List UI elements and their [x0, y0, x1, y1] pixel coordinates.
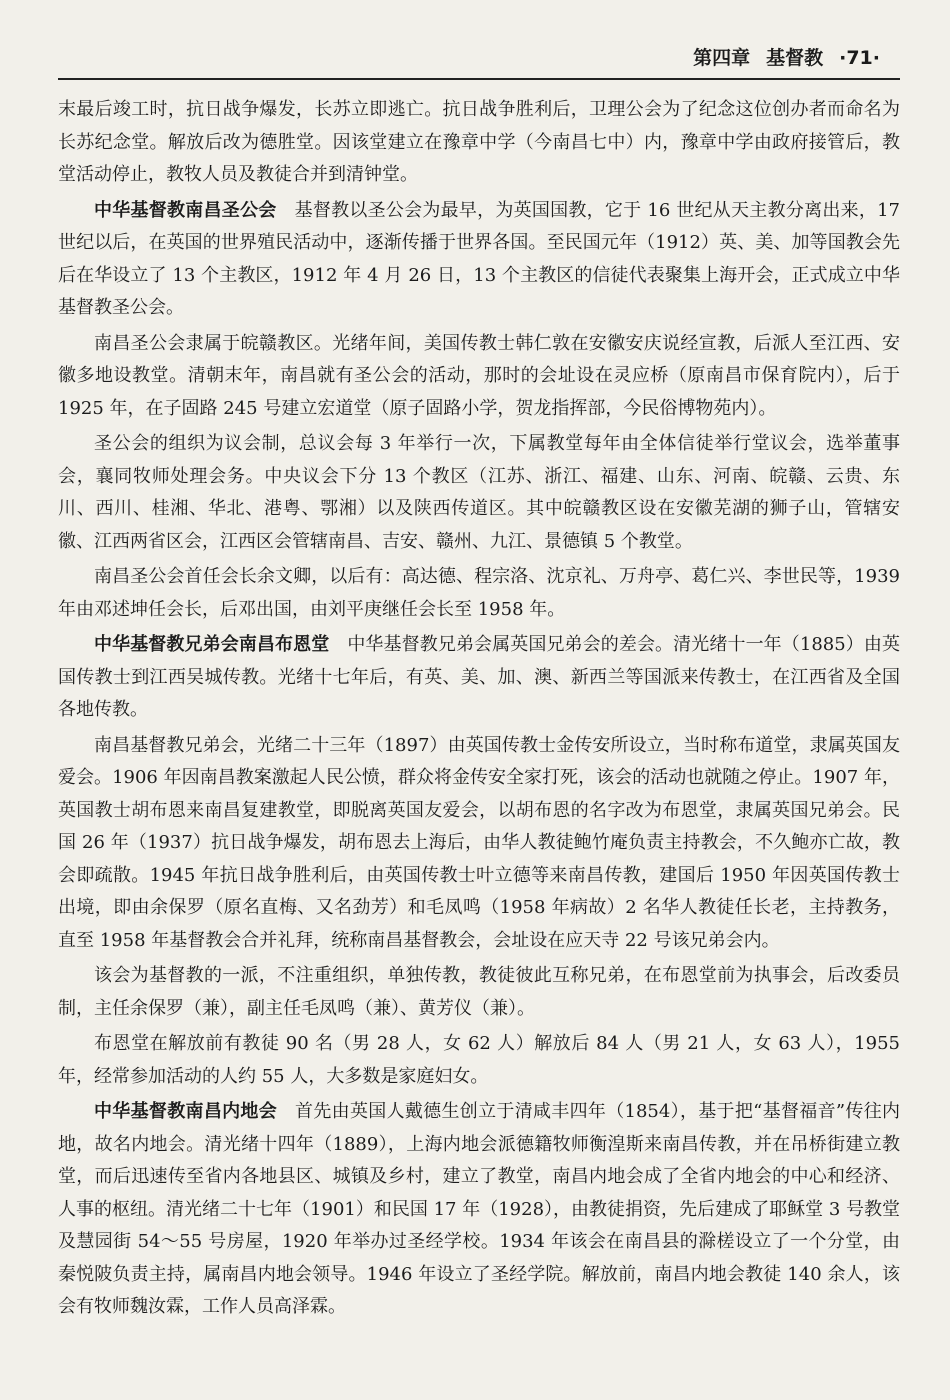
paragraph-text: 南昌圣公会隶属于皖赣教区。光绪年间，美国传教士韩仁敦在安徽安庆说经宣教，后派人至江西、安徽多地设教堂。清朝末年，南昌就有圣公会的活动，那时的会址设在灵应桥（原南昌市保育院内），后于 1925 年，在子固路 245 号建立宏道堂（原子固路小学，贺龙指挥部，今民俗博物苑内）。: [58, 332, 900, 419]
paragraph: [58, 1096, 900, 1324]
page-body: [58, 94, 900, 1324]
paragraph: [58, 195, 900, 325]
section-heading: 中华基督教南昌圣公会: [94, 199, 277, 221]
paragraph: [58, 561, 900, 626]
paragraph: [58, 328, 900, 426]
section-heading: 中华基督教南昌内地会: [94, 1101, 278, 1122]
paragraph: [58, 730, 900, 958]
paragraph-text: 末最后竣工时，抗日战争爆发，长苏立即逃亡。抗日战争胜利后，卫理公会为了纪念这位创办者而命名为长苏纪念堂。解放后改为德胜堂。因该堂建立在豫章中学（今南昌七中）内，豫章中学由政府接管后，教堂活动停止，教牧人员及教徒合并到清钟堂。: [58, 99, 900, 185]
paragraph-text: 南昌基督教兄弟会，光绪二十三年（1897）由英国传教士金传安所设立，当时称布道堂，隶属英国友爱会。1906 年因南昌教案激起人民公愤，群众将金传安全家打死，该会的活动也就随之停止。1907 年，英国教士胡布恩来南昌复建教堂，即脱离英国友爱会，以胡布恩的名字改为布恩堂，隶属英国兄弟会。民国 26 年（1937）抗日战争爆发，胡布恩去上海后，由华人教徒鲍竹庵负责主持教会，不久鲍亦亡故，教会即疏散。1945 年抗日战争胜利后，由英国传教士叶立德等来南昌传教，建国后 1950 年因英国传教士出境，即由余保罗（原名直梅、又名劲芳）和毛凤鸣（1958 年病故）2 名华人教徒任长老，主持教务，直至 1958 年基督教会合并礼拜，统称南昌基督教会，会址设在应天寺 22 号该兄弟会内。: [58, 734, 900, 951]
paragraph-text: 基督教以圣公会为最早，为英国国教，它于 16 世纪从天主教分离出来，17 世纪以后，在英国的世界殖民活动中，逐渐传播于世界各国。至民国元年（1912）英、美、加等国教会先后在华设立了 13 个主教区，1912 年 4 月 26 日，13 个主教区的信徒代表聚集上海开会，正式成立中华基督教圣公会。: [58, 199, 901, 318]
paragraph-text: 该会为基督教的一派，不注重组织，单独传教，教徒彼此互称兄弟，在布恩堂前为执事会，后改委员制，主任余保罗（兼），副主任毛凤鸣（兼）、黄芳仪（兼）。: [58, 965, 900, 1019]
paragraph: [58, 428, 900, 558]
paragraph: [58, 94, 900, 192]
section-label: 基督教: [766, 47, 824, 69]
paragraph-text: 圣公会的组织为议会制，总议会每 3 年举行一次，下属教堂每年由全体信徒举行堂议会，选举董事会，襄同牧师处理会务。中央议会下分 13 个教区（江苏、浙江、福建、山东、河南、皖赣、云贵、东川、西川、桂湘、华北、港粤、鄂湘）以及陕西传道区。其中皖赣教区设在安徽芜湖的狮子山，管辖安徽、江西两省区会，江西区会管辖南昌、吉安、赣州、九江、景德镇 5 个教堂。: [58, 433, 900, 552]
page-number: ·71·: [839, 47, 880, 69]
section-heading: 中华基督教兄弟会南昌布恩堂: [94, 634, 330, 655]
paragraph-text: 布恩堂在解放前有教徒 90 名（男 28 人，女 62 人）解放后 84 人（男 21 人，女 63 人），1955 年，经常参加活动的人约 55 人，大多数是家庭妇女。: [58, 1033, 900, 1087]
paragraph: [58, 1028, 900, 1093]
paragraph: [58, 960, 900, 1025]
paragraph-text: 中华基督教兄弟会属英国兄弟会的差会。清光绪十一年（1885）由英国传教士到江西吴城传教。光绪十七年后，有英、美、加、澳、新西兰等国派来传教士，在江西省及全国各地传教。: [58, 634, 900, 720]
paragraph: [58, 629, 900, 727]
header-rule: [58, 78, 900, 80]
paragraph-text: 南昌圣公会首任会长余文卿，以后有：高达德、程宗洛、沈京礼、万舟亭、葛仁兴、李世民等，1939 年由邓述坤任会长，后邓出国，由刘平庚继任会长至 1958 年。: [58, 566, 900, 620]
chapter-label: 第四章: [693, 47, 751, 69]
running-header: [58, 40, 900, 76]
paragraph-text: 首先由英国人戴德生创立于清咸丰四年（1854），基于把“基督福音”传往内地，故名内地会。清光绪十四年（1889），上海内地会派德籍牧师衡湟斯来南昌传教，并在吊桥街建立教堂，而后迅速传至省内各地县区、城镇及乡村，建立了教堂，南昌内地会成了全省内地会的中心和经济、人事的枢纽。清光绪二十七年（1901）和民国 17 年（1928），由教徒捐资，先后建成了耶稣堂 3 号教堂及慧园街 54～55 号房屋，1920 年举办过圣经学校。1934 年该会在南昌县的滁槎设立了一个分堂，由秦悦陂负责主持，属南昌内地会领导。1946 年设立了圣经学院。解放前，南昌内地会教徒 140 余人，该会有牧师魏汝霖，工作人员高泽霖。: [58, 1101, 900, 1317]
